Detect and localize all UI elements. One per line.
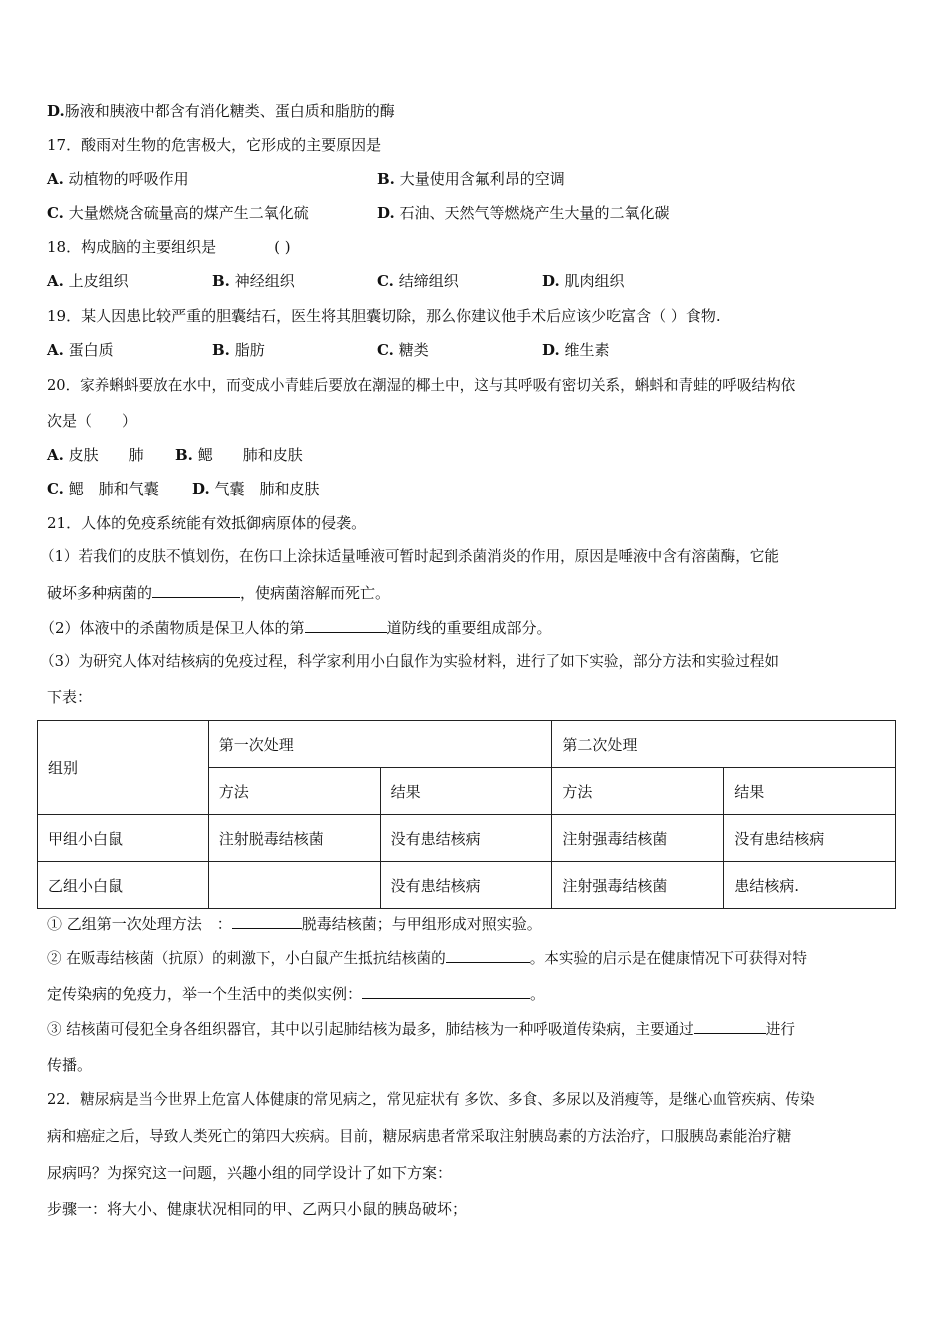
q19-option-c bbox=[377, 340, 429, 360]
q20-stem-line1: 20．家养蝌蚪要放在水中，而变成小青蛙后要放在潮湿的椰土中，这与其呼吸有密切关系，蝌蚪和青蛙的呼吸结构依 bbox=[47, 377, 796, 394]
option-label: D. bbox=[542, 341, 560, 359]
option-label: D. bbox=[377, 204, 395, 222]
answer-blank[interactable] bbox=[232, 914, 302, 929]
header-first-treatment: 第一次处理 bbox=[208, 721, 552, 768]
q18-stem-text: 18．构成脑的主要组织是 bbox=[47, 238, 217, 256]
answer-blank[interactable] bbox=[446, 948, 530, 963]
answer-blank[interactable] bbox=[305, 618, 387, 633]
answer-bracket: ( ) bbox=[274, 238, 291, 256]
option-text: 上皮组织 bbox=[68, 272, 129, 290]
option-text: 蛋白质 bbox=[68, 341, 114, 359]
table-row bbox=[38, 815, 896, 862]
q20-option-d bbox=[192, 479, 320, 499]
q22-line4: 步骤一：将大小、健康状况相同的甲、乙两只小鼠的胰岛破坏； bbox=[47, 1200, 468, 1218]
option-label: B. bbox=[212, 272, 230, 290]
cell-result-2: 没有患结核病 bbox=[724, 815, 896, 862]
q18-option-c bbox=[377, 271, 459, 291]
option-text: 气囊 肺和皮肤 bbox=[214, 480, 320, 498]
cell-group: 乙组小白鼠 bbox=[38, 862, 209, 909]
q22-line2: 病和癌症之后，导致人类死亡的第四大疾病。目前，糖尿病患者常采取注射胰岛素的方法治疗，口服胰岛素能治疗糖 bbox=[47, 1128, 792, 1145]
q19-option-d bbox=[542, 340, 610, 360]
option-label: A. bbox=[47, 446, 64, 464]
option-label: C. bbox=[377, 272, 394, 290]
header-group: 组别 bbox=[38, 721, 209, 815]
text-segment: 。本实验的启示是在健康情况下可获得对特 bbox=[529, 950, 807, 967]
option-label: C. bbox=[47, 204, 64, 222]
header-method: 方法 bbox=[208, 768, 380, 815]
cell-method-2: 注射强毒结核菌 bbox=[552, 862, 724, 909]
q18-option-a bbox=[47, 271, 129, 291]
option-label: B. bbox=[377, 170, 395, 188]
q17-stem: 17．酸雨对生物的危害极大，它形成的主要原因是 bbox=[47, 136, 382, 154]
option-text: 肠液和胰液中都含有消化糖类、蛋白质和脂肪的酶 bbox=[64, 102, 395, 120]
option-label: D. bbox=[542, 272, 560, 290]
q21-part1-line2 bbox=[47, 583, 390, 603]
q21-stem: 21．人体的免疫系统能有效抵御病原体的侵袭。 bbox=[47, 514, 367, 532]
option-label: C. bbox=[377, 341, 394, 359]
q21-part3-line1: （3）为研究人体对结核病的免疫过程，科学家利用小白鼠作为实验材料，进行了如下实验，部分方法和实验过程如 bbox=[40, 653, 779, 670]
header-method: 方法 bbox=[552, 768, 724, 815]
text-segment: （2）体液中的杀菌物质是保卫人体的第 bbox=[40, 619, 305, 637]
cell-method-1: 注射脱毒结核菌 bbox=[208, 815, 380, 862]
option-label: A. bbox=[47, 170, 64, 188]
q16-option-d bbox=[47, 101, 395, 121]
option-text: 糖类 bbox=[398, 341, 429, 359]
option-text: 鳃 肺和气囊 bbox=[68, 480, 159, 498]
option-text: 鳃 肺和皮肤 bbox=[197, 446, 303, 464]
cell-method-1[interactable] bbox=[208, 862, 380, 909]
option-text: 皮肤 肺 bbox=[68, 446, 144, 464]
option-label: A. bbox=[47, 272, 64, 290]
cell-result-2: 患结核病. bbox=[724, 862, 896, 909]
option-label: D. bbox=[192, 480, 210, 498]
q18-option-b bbox=[212, 271, 295, 291]
option-label: B. bbox=[175, 446, 193, 464]
q20-stem-line2: 次是（ ） bbox=[47, 412, 138, 430]
q20-option-b bbox=[175, 445, 303, 465]
q21-sub3-line1 bbox=[47, 1019, 795, 1040]
q17-option-b bbox=[377, 169, 565, 189]
option-label: A. bbox=[47, 341, 64, 359]
option-label: B. bbox=[212, 341, 230, 359]
cell-method-2: 注射强毒结核菌 bbox=[552, 815, 724, 862]
q19-option-a bbox=[47, 340, 114, 360]
text-segment: ① 乙组第一次处理方法 ： bbox=[47, 915, 232, 933]
option-text: 维生素 bbox=[564, 341, 610, 359]
option-text: 石油、天然气等燃烧产生大量的二氧化碳 bbox=[399, 204, 670, 222]
answer-blank[interactable] bbox=[362, 984, 530, 999]
text-segment: 。 bbox=[530, 985, 546, 1003]
text-segment: 进行 bbox=[765, 1021, 795, 1038]
q22-line1: 22．糖尿病是当今世界上危富人体健康的常见病之，常见症状有 多饮、多食、多尿以及消瘦等，是继心血管疾病、传染 bbox=[47, 1091, 815, 1108]
option-text: 神经组织 bbox=[234, 272, 295, 290]
q21-part3-line2: 下表： bbox=[47, 688, 93, 706]
experiment-table bbox=[37, 720, 896, 909]
q21-part2 bbox=[40, 618, 552, 638]
option-text: 结缔组织 bbox=[398, 272, 459, 290]
header-second-treatment: 第二次处理 bbox=[552, 721, 896, 768]
q18-stem bbox=[47, 237, 291, 257]
q17-option-c bbox=[47, 203, 309, 223]
option-label: C. bbox=[47, 480, 64, 498]
text-segment: 定传染病的免疫力，举一个生活中的类似实例： bbox=[47, 985, 363, 1003]
table-row bbox=[38, 862, 896, 909]
q17-option-d bbox=[377, 203, 670, 223]
header-result: 结果 bbox=[380, 768, 552, 815]
text-segment: ，使病菌溶解而死亡。 bbox=[240, 584, 391, 602]
q21-sub3-line2: 传播。 bbox=[47, 1056, 93, 1074]
q21-sub1 bbox=[47, 914, 542, 934]
q18-option-d bbox=[542, 271, 625, 291]
q19-stem: 19．某人因患比较严重的胆囊结石，医生将其胆囊切除，那么你建议他手术后应该少吃富含（ ）食物. bbox=[47, 307, 721, 325]
text-segment: ② 在贩毒结核菌（抗原）的刺激下，小白鼠产生抵抗结核菌的 bbox=[47, 950, 446, 967]
q21-sub2-line1 bbox=[47, 948, 807, 969]
answer-blank[interactable] bbox=[152, 583, 240, 598]
q20-option-a bbox=[47, 445, 144, 465]
option-label: D. bbox=[47, 102, 65, 120]
option-text: 动植物的呼吸作用 bbox=[68, 170, 189, 188]
q21-part1-line1: （1）若我们的皮肤不慎划伤，在伤口上涂抹适量唾液可暂时起到杀菌消炎的作用，原因是唾液中含有溶菌酶，它能 bbox=[40, 548, 779, 565]
q22-line3: 尿病吗？为探究这一问题，兴趣小组的同学设计了如下方案： bbox=[47, 1164, 453, 1182]
option-text: 大量使用含氟利昂的空调 bbox=[399, 170, 565, 188]
q19-option-b bbox=[212, 340, 265, 360]
text-segment: 破坏多种病菌的 bbox=[47, 584, 153, 602]
text-segment: 脱毒结核菌；与甲组形成对照实验。 bbox=[301, 915, 542, 933]
text-segment: ③ 结核菌可侵犯全身各组织器官，其中以引起肺结核为最多，肺结核为一种呼吸道传染病，主要通过 bbox=[47, 1021, 694, 1038]
cell-result-1: 没有患结核病 bbox=[380, 815, 552, 862]
option-text: 肌肉组织 bbox=[564, 272, 625, 290]
q17-option-a bbox=[47, 169, 189, 189]
header-result: 结果 bbox=[724, 768, 896, 815]
answer-blank[interactable] bbox=[694, 1019, 766, 1034]
text-segment: 道防线的重要组成部分。 bbox=[386, 619, 552, 637]
option-text: 脂肪 bbox=[234, 341, 265, 359]
q20-option-c bbox=[47, 479, 159, 499]
option-text: 大量燃烧含硫量高的煤产生二氧化硫 bbox=[68, 204, 309, 222]
q21-sub2-line2 bbox=[47, 984, 545, 1004]
cell-result-1: 没有患结核病 bbox=[380, 862, 552, 909]
cell-group: 甲组小白鼠 bbox=[38, 815, 209, 862]
